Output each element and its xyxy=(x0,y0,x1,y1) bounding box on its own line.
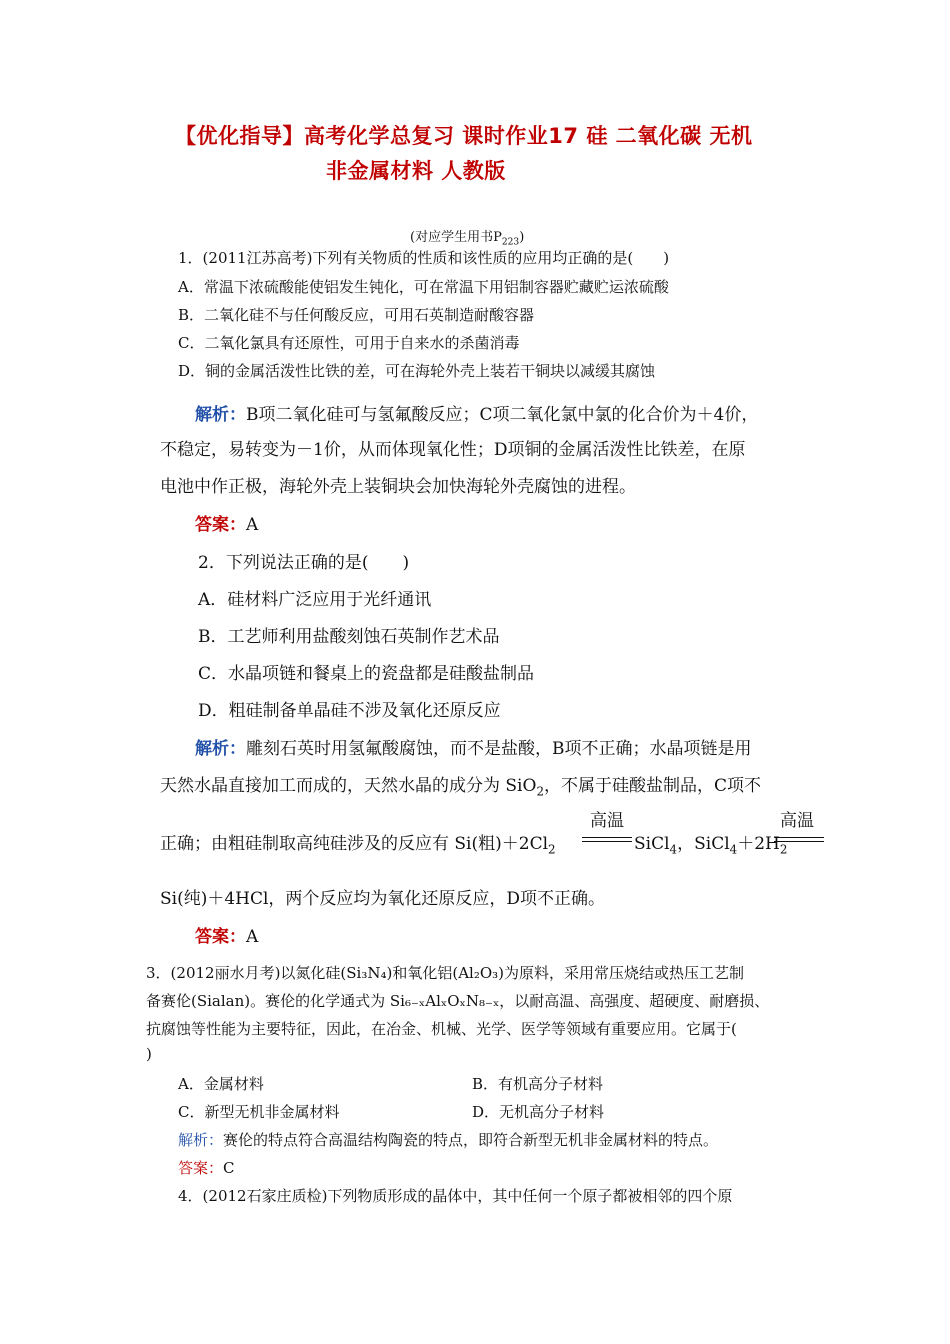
title-line-2: 非金属材料 人教版 xyxy=(326,159,506,183)
q2-analysis-line-3b: SiCl$_4$，$SiCl_4+2H_2$ xyxy=(634,834,788,857)
q2-analysis-line-4: Si(纯)＋4HCl，两个反应均为氧化还原反应，D项不正确。 xyxy=(160,889,606,909)
q2-analysis-line-3a: 正确；由粗硅制取高纯硅涉及的反应有 Si(粗)$+2Cl_2$ xyxy=(160,834,556,857)
q3-option-b: B．有机高分子材料 xyxy=(472,1075,604,1093)
q3-stem-line-1: 3．(2012丽水月考)以氮化硅(Si₃N₄)和氧化铝(Al₂O₃)为原料，采用常压烧结或热压工艺制 xyxy=(146,964,745,982)
q1-option-a: A．常温下浓硫酸能使铝发生钝化，可在常温下用铝制容器贮藏贮运浓硫酸 xyxy=(178,278,669,296)
q2-option-c: C．水晶项链和餐桌上的瓷盘都是硅酸盐制品 xyxy=(198,664,535,684)
q2-option-b: B．工艺师利用盐酸刻蚀石英制作艺术品 xyxy=(198,627,500,647)
reaction-condition-2: 高温 xyxy=(780,811,814,831)
q4-stem: 4．(2012石家庄质检)下列物质形成的晶体中，其中任何一个原子都被相邻的四个原 xyxy=(178,1187,733,1205)
q3-option-c: C．新型无机非金属材料 xyxy=(178,1103,340,1121)
q2-option-d: D．粗硅制备单晶硅不涉及氧化还原反应 xyxy=(198,701,501,721)
q2-option-a: A．硅材料广泛应用于光纤通讯 xyxy=(198,590,432,610)
q2-answer: 答案：A xyxy=(195,927,259,947)
q3-stem-line-2: 备赛伦(Sialan)。赛伦的化学通式为 Si₆₋ₓAlₓOₓN₈₋ₓ，以耐高温、高强度、超硬度、耐磨损、 xyxy=(146,992,770,1010)
q2-analysis-line-1: 解析：雕刻石英时用氢氟酸腐蚀，而不是盐酸，B项不正确；水晶项链是用 xyxy=(195,739,752,759)
q3-option-a: A．金属材料 xyxy=(178,1075,264,1093)
reaction-equals-sign-1 xyxy=(582,837,632,842)
q3-stem-line-4: ) xyxy=(146,1045,152,1063)
q1-option-c: C．二氧化氯具有还原性，可用于自来水的杀菌消毒 xyxy=(178,334,520,352)
reaction-condition-1: 高温 xyxy=(590,811,624,831)
q3-option-d: D．无机高分子材料 xyxy=(472,1103,605,1121)
q1-stem: 1．(2011江苏高考)下列有关物质的性质和该性质的应用均正确的是( ) xyxy=(178,249,670,267)
q1-analysis-line-1: 解析：B项二氧化硅可与氢氟酸反应；C项二氧化氯中氯的化合价为＋4价， xyxy=(195,405,759,425)
q1-analysis-line-3: 电池中作正极，海轮外壳上装铜块会加快海轮外壳腐蚀的进程。 xyxy=(160,477,636,497)
q3-analysis: 解析：赛伦的特点符合高温结构陶瓷的特点，即符合新型无机非金属材料的特点。 xyxy=(178,1131,719,1149)
q3-answer: 答案：C xyxy=(178,1159,235,1177)
q1-analysis-line-2: 不稳定，易转变为－1价，从而体现氧化性；D项铜的金属活泼性比铁差，在原 xyxy=(160,440,746,460)
q2-stem: 2．下列说法正确的是( ) xyxy=(198,553,410,573)
reference-note: (对应学生用书$P_{223}$) xyxy=(410,230,525,248)
q1-option-d: D．铜的金属活泼性比铁的差，可在海轮外壳上装若干铜块以减缓其腐蚀 xyxy=(178,362,656,380)
q3-stem-line-3: 抗腐蚀等性能为主要特征，因此，在冶金、机械、光学、医学等领域有重要应用。它属于( xyxy=(146,1020,737,1038)
q1-answer: 答案：A xyxy=(195,515,259,535)
title-line-1: 【优化指导】高考化学总复习 课时作业17 硅 二氧化碳 无机 xyxy=(175,124,753,148)
q2-analysis-line-2: 天然水晶直接加工而成的，天然水晶的成分为 SiO$_2$，不属于硅酸盐制品，C项不 xyxy=(160,776,762,799)
reaction-equals-sign-2 xyxy=(774,837,824,842)
q1-option-b: B．二氧化硅不与任何酸反应，可用石英制造耐酸容器 xyxy=(178,306,535,324)
